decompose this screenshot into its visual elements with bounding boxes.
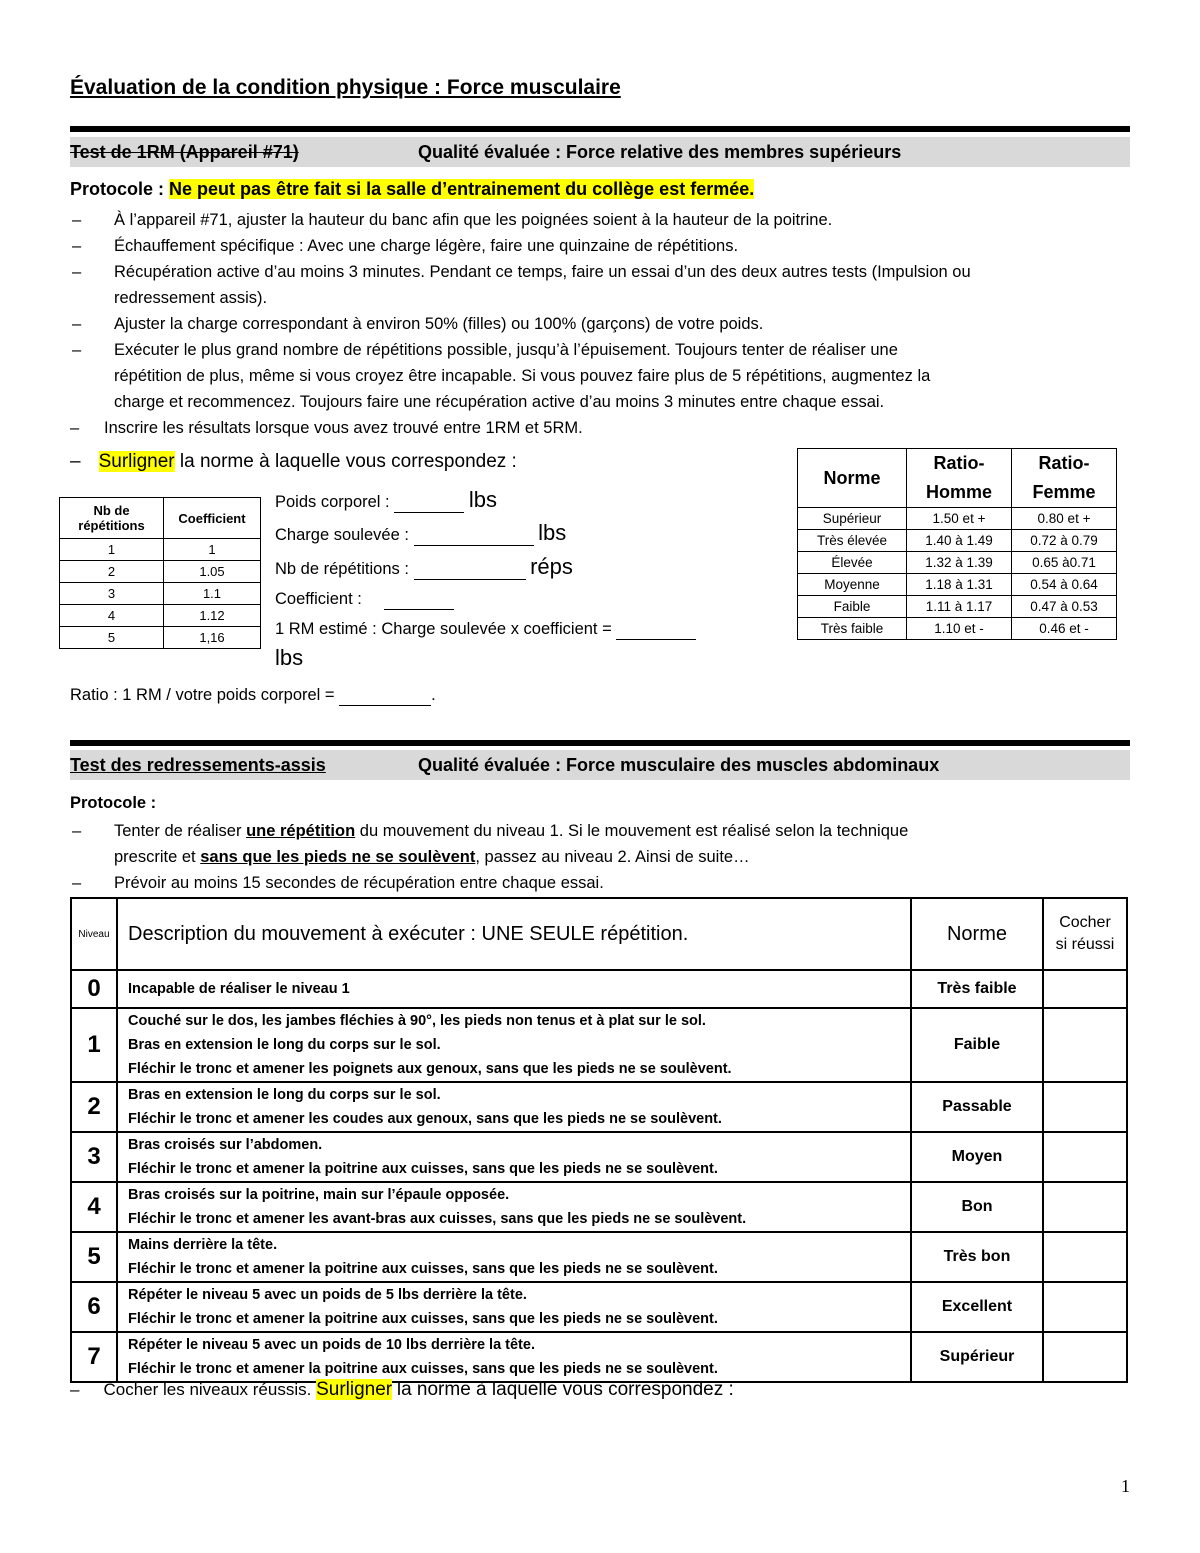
rm-label: 1 RM estimé : Charge soulevée x coefficient =: [275, 620, 612, 638]
step-cont: [114, 844, 1129, 870]
ratio-end: .: [431, 686, 436, 704]
desc-line: Bras croisés sur la poitrine, main sur l’épaule opposée.: [128, 1187, 510, 1203]
step: À l’appareil #71, ajuster la hauteur du banc afin que les poignées soient à la hauteur de la poitrine.: [114, 211, 833, 229]
cell: 0.47 à 0.53: [1012, 596, 1117, 618]
step-cont: répétition de plus, même si vous croyez être incapable. Si vous pouvez faire plus de 5 répétitions, augmentez la: [114, 367, 931, 385]
protocol-warning: Ne peut pas être fait si la salle d’entrainement du collège est fermée.: [169, 179, 755, 199]
poids-input[interactable]: [394, 493, 464, 513]
table-row: [71, 1132, 1127, 1182]
desc-line: Fléchir le tronc et amener la poitrine aux cuisses, sans que les pieds ne se soulèvent.: [128, 1161, 718, 1177]
final-rest: la norme à laquelle vous correspondez :: [396, 1379, 734, 1400]
cell: 0.46 et -: [1012, 618, 1117, 640]
desc-line: Fléchir le tronc et amener les poignets aux genoux, sans que les pieds ne se soulèvent.: [128, 1061, 732, 1077]
cocher-header: Cocher si réussi: [1043, 898, 1127, 970]
desc-line: Couché sur le dos, les jambes fléchies à 90°, les pieds non tenus et à plat sur le sol.: [128, 1013, 706, 1029]
level-norme: Très faible: [911, 970, 1043, 1008]
step-cont: redressement assis).: [114, 289, 268, 307]
desc-line: Bras en extension le long du corps sur le sol.: [128, 1037, 441, 1053]
niveau-header: Niveau: [71, 898, 117, 970]
highlight-instruction: – Surligner la norme à laquelle vous correspondez :: [70, 451, 517, 472]
table-row: [71, 1232, 1127, 1282]
table-row: [71, 1082, 1127, 1132]
desc-line: Fléchir le tronc et amener les coudes aux genoux, sans que les pieds ne se soulèvent.: [128, 1111, 722, 1127]
test-situps-title: Test des redressements-assis: [70, 755, 326, 775]
cell: 1.11 à 1.17: [907, 596, 1012, 618]
table-row: [60, 539, 261, 561]
table-row: [71, 1282, 1127, 1332]
level-norme: Faible: [911, 1008, 1043, 1082]
final-instruction: – Cocher les niveaux réussis. Surligner la norme à laquelle vous correspondez :: [70, 1379, 734, 1400]
table-row: [71, 1008, 1127, 1082]
level-number: 2: [71, 1082, 117, 1132]
protocol-steps-2: – Tenter de réaliser une répétition du mouvement du niveau 1. Si le mouvement est réalisé selon la technique prescrite et sans que les pieds ne se soulèvent, passez au niveau 2. Ainsi de suite… – Prévoir au moins 15 secondes de récupération entre chaque essai.: [0, 818, 1200, 896]
desc-line: Fléchir le tronc et amener la poitrine aux cuisses, sans que les pieds ne se soulèvent.: [128, 1361, 718, 1377]
check-cell[interactable]: [1043, 1332, 1127, 1382]
level-description: [117, 1182, 911, 1232]
page-number: 1: [1121, 1476, 1130, 1496]
cell: 1.50 et +: [907, 508, 1012, 530]
cell: 1.12: [164, 605, 261, 627]
step: [114, 818, 1129, 844]
desc-line: Fléchir le tronc et amener la poitrine aux cuisses, sans que les pieds ne se soulèvent.: [128, 1311, 718, 1327]
cell: 1.40 à 1.49: [907, 530, 1012, 552]
table-row: [60, 627, 261, 649]
level-norme: Excellent: [911, 1282, 1043, 1332]
level-norme: Bon: [911, 1182, 1043, 1232]
form-charge: [275, 520, 566, 546]
table-row: [71, 1332, 1127, 1382]
cell: 4: [60, 605, 164, 627]
step-cont: charge et recommencez. Toujours faire une récupération active d’au moins 3 minutes entre chaque essai.: [114, 393, 885, 411]
check-cell[interactable]: [1043, 1082, 1127, 1132]
desc-line: Bras croisés sur l’abdomen.: [128, 1137, 323, 1153]
desc-line: Mains derrière la tête.: [128, 1237, 278, 1253]
cell: 0.72 à 0.79: [1012, 530, 1117, 552]
test-situps-quality: Qualité évaluée : Force musculaire des muscles abdominaux: [418, 755, 940, 775]
cell: 3: [60, 583, 164, 605]
desc-line: Fléchir le tronc et amener les avant-bras aux cuisses, sans que les pieds ne se soulèvent.: [128, 1211, 747, 1227]
table-row: [798, 552, 1117, 574]
table-row: [71, 970, 1127, 1008]
coef-input[interactable]: [384, 590, 454, 610]
norme-header: Norme: [911, 898, 1043, 970]
cell: Élevée: [798, 552, 907, 574]
check-cell[interactable]: [1043, 1182, 1127, 1232]
cell: Moyenne: [798, 574, 907, 596]
check-cell[interactable]: [1043, 1008, 1127, 1082]
step: Récupération active d’au moins 3 minutes. Pendant ce temps, faire un essai d’un des deux autres tests (Impulsion ou: [114, 263, 971, 281]
coefficient-table: [59, 497, 261, 649]
ratio-label: Ratio : 1 RM / votre poids corporel =: [70, 686, 335, 704]
level-description: [117, 1332, 911, 1382]
coef-label: Coefficient :: [275, 590, 362, 608]
level-number: 0: [71, 970, 117, 1008]
step: Exécuter le plus grand nombre de répétitions possible, jusqu’à l’épuisement. Toujours tenter de réaliser une: [114, 341, 898, 359]
cell: Très élevée: [798, 530, 907, 552]
cell: 2: [60, 561, 164, 583]
level-number: 1: [71, 1008, 117, 1082]
reps-label: Nb de répétitions :: [275, 560, 409, 578]
level-description: [117, 1082, 911, 1132]
cell: 0.54 à 0.64: [1012, 574, 1117, 596]
level-norme: Moyen: [911, 1132, 1043, 1182]
reps-unit: réps: [530, 554, 573, 579]
highlight-word: Surligner: [98, 451, 175, 472]
cell: 1.10 et -: [907, 618, 1012, 640]
desc-line: Bras en extension le long du corps sur le sol.: [128, 1087, 441, 1103]
final-text: Cocher les niveaux réussis.: [103, 1380, 312, 1399]
desc-line: Répéter le niveau 5 avec un poids de 5 lbs derrière la tête.: [128, 1287, 527, 1303]
table-row: [60, 583, 261, 605]
form-reps: [275, 554, 573, 580]
protocol-line: [70, 179, 754, 200]
table-row: [798, 596, 1117, 618]
level-description: [117, 1282, 911, 1332]
step-emph: sans que les pieds ne se soulèvent: [200, 848, 476, 866]
test-1rm-quality: Qualité évaluée : Force relative des membres supérieurs: [418, 142, 902, 162]
cell: 1,16: [164, 627, 261, 649]
check-cell[interactable]: [1043, 1232, 1127, 1282]
cell: 0.65 à0.71: [1012, 552, 1117, 574]
desc-line: Incapable de réaliser le niveau 1: [128, 981, 350, 997]
table-row: [60, 561, 261, 583]
ratio-femme-header: Ratio-Femme: [1012, 449, 1117, 508]
check-cell[interactable]: [1043, 1132, 1127, 1182]
level-description: [117, 970, 911, 1008]
level-norme: Passable: [911, 1082, 1043, 1132]
coef-header-reps: Nb de répétitions: [60, 498, 164, 539]
level-norme: Supérieur: [911, 1332, 1043, 1382]
table-row: [798, 508, 1117, 530]
cell: Faible: [798, 596, 907, 618]
table-row: [71, 1182, 1127, 1232]
section-rule: [70, 740, 1130, 746]
final-highlight-word: Surligner: [316, 1379, 393, 1400]
step: Ajuster la charge correspondant à environ 50% (filles) ou 100% (garçons) de votre poids.: [114, 315, 764, 333]
page-title: Évaluation de la condition physique : Force musculaire: [70, 76, 621, 99]
form-coef: [275, 590, 454, 610]
cell: 0.80 et +: [1012, 508, 1117, 530]
level-description: [117, 1132, 911, 1182]
level-number: 4: [71, 1182, 117, 1232]
step-emph: une répétition: [246, 822, 356, 840]
step-text: prescrite et: [114, 848, 196, 866]
poids-label: Poids corporel :: [275, 493, 390, 511]
cell: 1: [164, 539, 261, 561]
form-rm: [275, 620, 696, 640]
level-number: 3: [71, 1132, 117, 1182]
rm-unit: lbs: [275, 645, 304, 670]
cell: 1: [60, 539, 164, 561]
step: Prévoir au moins 15 secondes de récupération entre chaque essai.: [114, 874, 604, 892]
desc-line: Fléchir le tronc et amener la poitrine aux cuisses, sans que les pieds ne se soulèvent.: [128, 1261, 718, 1277]
norm-header: Norme: [798, 449, 907, 508]
cell: 1.05: [164, 561, 261, 583]
table-row: [798, 530, 1117, 552]
rm-input[interactable]: [616, 620, 696, 640]
step-text: , passez au niveau 2. Ainsi de suite…: [475, 848, 750, 866]
cell: Très faible: [798, 618, 907, 640]
form-poids: [275, 487, 497, 513]
charge-label: Charge soulevée :: [275, 526, 409, 544]
desc-line: Répéter le niveau 5 avec un poids de 10 lbs derrière la tête.: [128, 1337, 535, 1353]
level-number: 7: [71, 1332, 117, 1382]
step: Échauffement spécifique : Avec une charge légère, faire une quinzaine de répétitions.: [114, 237, 739, 255]
form-ratio: [70, 686, 436, 706]
section-rule: [70, 126, 1130, 132]
level-description: [117, 1232, 911, 1282]
step-text: Tenter de réaliser: [114, 822, 242, 840]
highlight-rest: la norme à laquelle vous correspondez :: [179, 451, 517, 472]
table-row: [798, 574, 1117, 596]
cell: 1.1: [164, 583, 261, 605]
level-number: 5: [71, 1232, 117, 1282]
ratio-homme-header: Ratio-Homme: [907, 449, 1012, 508]
check-cell[interactable]: [1043, 1282, 1127, 1332]
cell: Supérieur: [798, 508, 907, 530]
charge-unit: lbs: [538, 520, 567, 545]
situps-table: [70, 897, 1128, 1383]
reps-input[interactable]: [414, 560, 526, 580]
desc-header: Description du mouvement à exécuter : UNE SEULE répétition.: [117, 898, 911, 970]
protocol-label-2: Protocole :: [70, 794, 157, 812]
level-norme: Très bon: [911, 1232, 1043, 1282]
cell: 5: [60, 627, 164, 649]
step: Inscrire les résultats lorsque vous avez trouvé entre 1RM et 5RM.: [104, 419, 583, 437]
step-text: du mouvement du niveau 1. Si le mouvement est réalisé selon la technique: [359, 822, 909, 840]
protocol-label: Protocole :: [70, 179, 165, 199]
poids-unit: lbs: [468, 487, 497, 512]
level-number: 6: [71, 1282, 117, 1332]
check-cell[interactable]: [1043, 970, 1127, 1008]
table-row: [60, 605, 261, 627]
ratio-input[interactable]: [339, 686, 431, 706]
test-1rm-title: Test de 1RM (Appareil #71): [70, 142, 299, 162]
protocol-steps: – À l’appareil #71, ajuster la hauteur du banc afin que les poignées soient à la hauteur de la poitrine. – Échauffement spécifique : Avec une charge légère, faire une quinzaine de répétitions. – Récupération active d’au moins 3 minutes. Pendant ce temps, faire un essai d’un des deux autres tests (Impulsion ou redressement assis). – Ajuster la charge correspondant à environ 50% (filles) ou 100% (garçons) de votre poids. – Exécuter le plus grand nombre de répétitions possible, jusqu’à l’épuisement. Toujours tenter de réaliser une répétition de plus, même si vous croyez être incapable. Si vous pouvez faire plus de 5 répétitions, augmentez la charge et recommencez. Toujours faire une récupération active d’au moins 3 minutes entre chaque essai. – Inscrire les résultats lorsque vous avez trouvé entre 1RM et 5RM.: [0, 207, 1200, 441]
table-row: [798, 618, 1117, 640]
charge-input[interactable]: [414, 526, 534, 546]
cell: 1.18 à 1.31: [907, 574, 1012, 596]
norm-table: [797, 448, 1117, 640]
level-description: [117, 1008, 911, 1082]
coef-header-coef: Coefficient: [164, 498, 261, 539]
cell: 1.32 à 1.39: [907, 552, 1012, 574]
